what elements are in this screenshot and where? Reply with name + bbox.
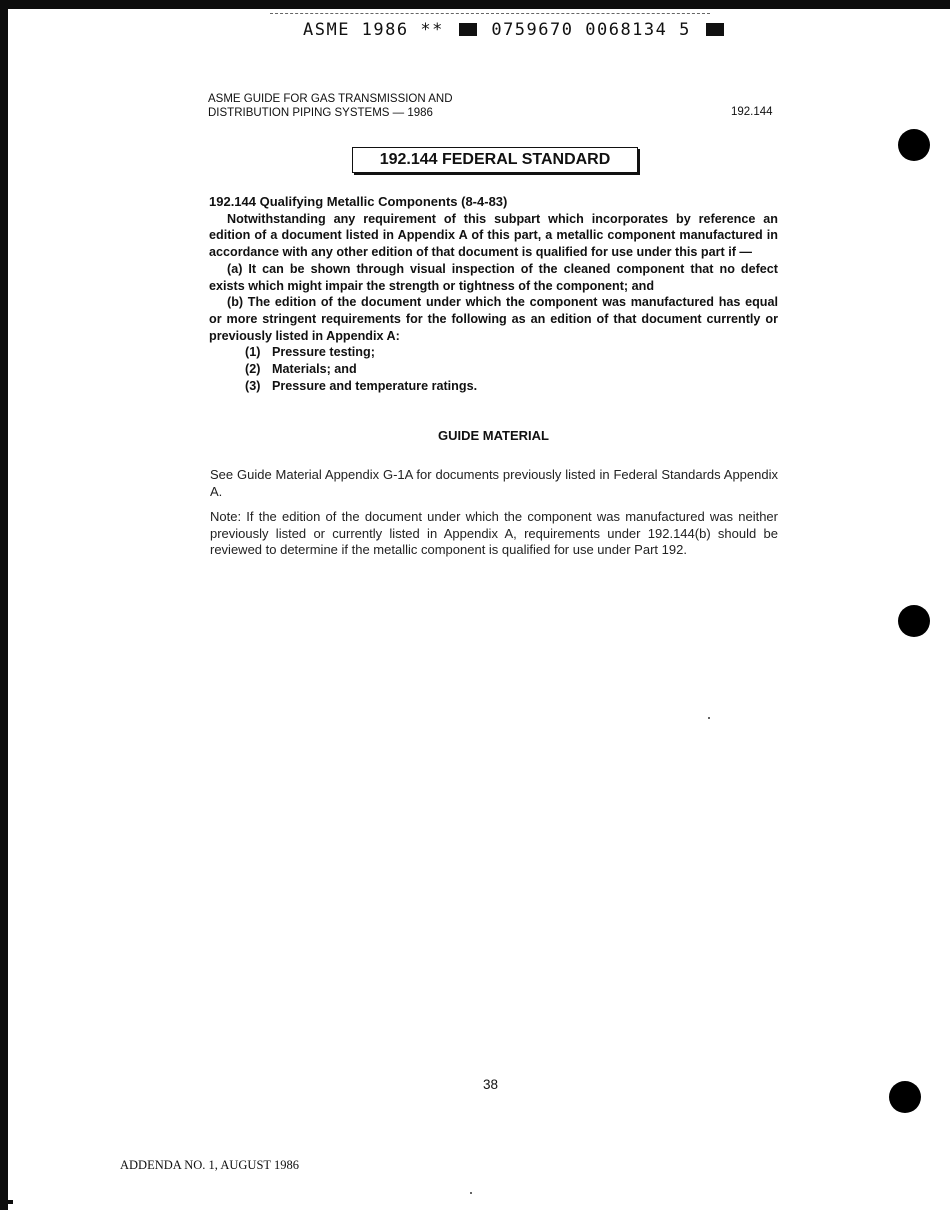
guide-material-text — [210, 467, 778, 568]
addenda-footer: ADDENDA NO. 1, AUGUST 1986 — [120, 1158, 299, 1172]
federal-standard-text — [209, 194, 778, 394]
stamp-block-mark — [459, 23, 477, 36]
list-item: (2) Materials; and — [245, 362, 357, 377]
list-item: (3) Pressure and temperature ratings. — [245, 378, 478, 393]
document-stamp — [303, 20, 727, 40]
stamp-block-mark — [706, 23, 724, 36]
guide-paragraph-1: See Guide Material Appendix G-1A for documents previously listed in Federal Standards Appendix A. — [210, 467, 778, 499]
stamp-rule — [270, 13, 710, 14]
item-b: (b) The edition of the document under which the component was manufactured has equal or more stringent requirements for the following as an edition of that document currently or previously listed in Appendix A: — [209, 295, 778, 343]
header-section-ref: 192.144 — [731, 106, 773, 118]
section-intro: Notwithstanding any requirement of this subpart which incorporates by reference an edition of a document listed in Appendix A of this part, a metallic component manufactured in accordance with any other edition of that document is qualified for use under this part if — — [209, 211, 778, 260]
punch-hole — [898, 605, 930, 637]
stamp-code-1: 0759670 — [491, 20, 574, 40]
item-a: (a) It can be shown through visual inspection of the cleaned component that no defect exists which might impair the strength or tightness of the component; and — [209, 261, 778, 293]
stamp-code-3: 5 — [679, 20, 691, 40]
guide-material-heading: GUIDE MATERIAL — [438, 428, 549, 443]
list-item: (1) Pressure testing; — [245, 345, 375, 360]
punch-hole — [898, 129, 930, 161]
header-line-2: DISTRIBUTION PIPING SYSTEMS — 1986 — [208, 107, 433, 119]
federal-standard-box: 192.144 FEDERAL STANDARD — [352, 147, 638, 173]
page-number: 38 — [483, 1077, 499, 1092]
stamp-prefix: ASME 1986 ** — [303, 20, 444, 40]
running-header — [208, 92, 453, 120]
scan-mark — [8, 1200, 13, 1204]
header-line-1: ASME GUIDE FOR GAS TRANSMISSION AND — [208, 93, 453, 105]
scan-speck — [470, 1192, 472, 1194]
scan-speck — [708, 717, 710, 719]
scan-border-left — [0, 0, 8, 1210]
scan-border-top — [0, 0, 950, 9]
guide-paragraph-2: Note: If the edition of the document under which the component was manufactured was neither previously listed or currently listed in Appendix A, requirements under 192.144(b) should be reviewed to determine if the metallic component is qualified for use under Part 192. — [210, 509, 778, 557]
punch-hole — [889, 1081, 921, 1113]
section-title: 192.144 Qualifying Metallic Components (8-4-83) — [209, 194, 508, 209]
stamp-code-2: 0068134 — [585, 20, 668, 40]
